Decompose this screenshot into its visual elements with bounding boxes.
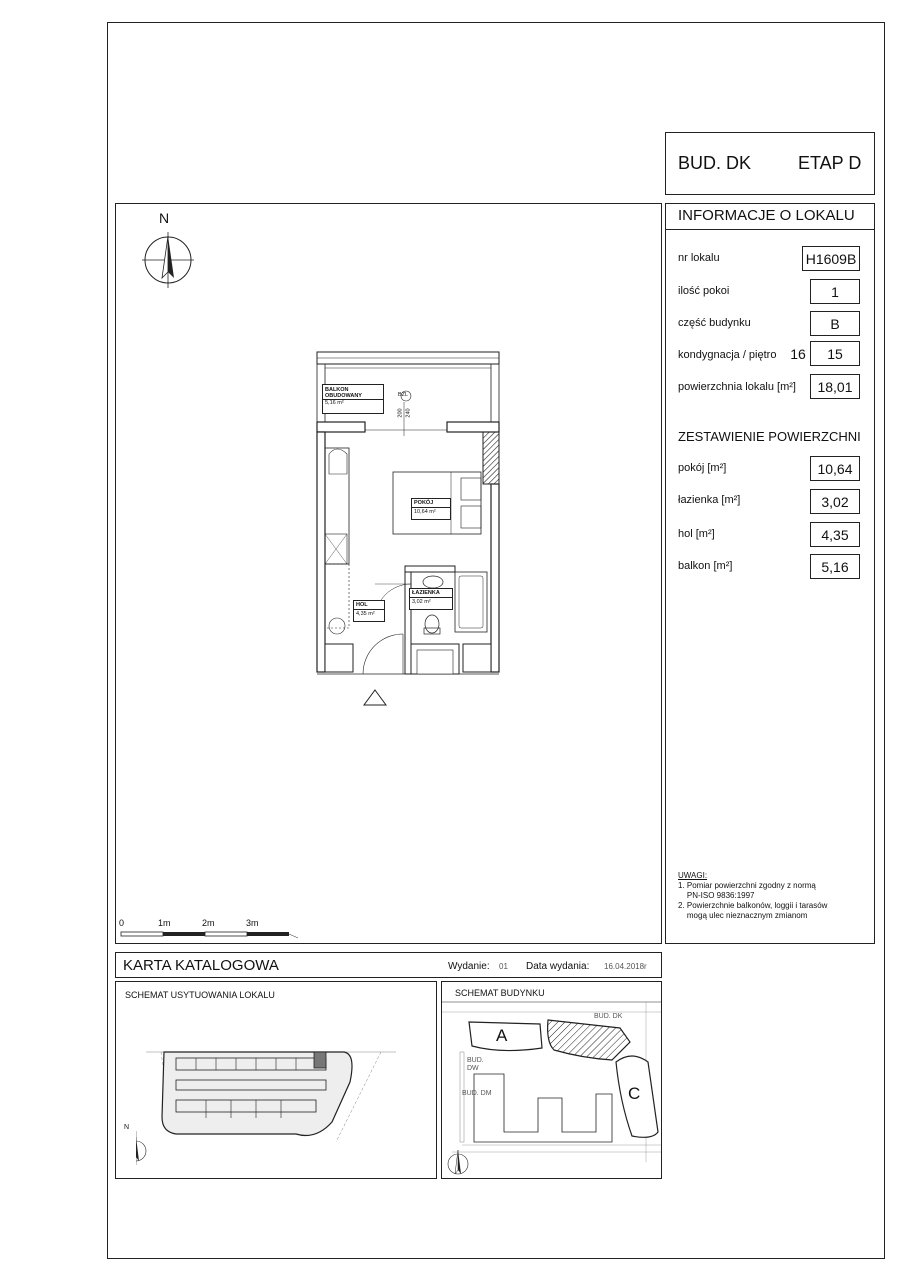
storey-value: 16 [786, 341, 810, 366]
hall-area: 4,35 m² [354, 609, 384, 619]
building-schema-title: SCHEMAT BUDYNKU [455, 988, 545, 998]
unit-area-value: 18,01 [810, 374, 860, 399]
room-area: 10,64 m² [412, 507, 450, 517]
site-label-dw-1: BUD. [467, 1057, 484, 1064]
site-label-a: A [496, 1026, 508, 1045]
areas-title: ZESTAWIENIE POWIERZCHNI [678, 429, 861, 444]
bath-area-value: 3,02 [810, 489, 860, 514]
dimension-200: 200 [397, 408, 404, 418]
plan-area [115, 203, 662, 944]
scale-label-0: 0 [119, 918, 125, 928]
balcony-symbol: BZL [398, 392, 409, 398]
edition-label: Wydanie: [448, 961, 490, 972]
site-label-dk: BUD. DK [594, 1013, 623, 1020]
unit-number-label: nr lokalu [678, 252, 720, 264]
building-part-value: B [810, 311, 860, 336]
balcony-name-1: BALKON [325, 387, 349, 393]
building-schema [441, 981, 662, 1179]
notes [678, 871, 827, 921]
scale-label-2m: 2m [202, 918, 215, 928]
site-drawing [442, 982, 661, 1178]
bath-area-label: łazienka [m²] [678, 494, 741, 506]
notes-line-4: mogą ulec nieznacznym zmianom [678, 911, 808, 920]
notes-line-1: 1. Pomiar powierzchni zgodny z normą [678, 881, 816, 890]
location-drawing [136, 1022, 416, 1172]
scale-label-1m: 1m [158, 918, 171, 928]
dimension-240: 240 [405, 408, 412, 418]
floor-label: kondygnacja / piętro [678, 349, 777, 361]
floor-value: 15 [810, 341, 860, 366]
header-box [665, 132, 875, 195]
room-name: POKÓJ [414, 500, 434, 506]
unit-number-value: H1609B [802, 246, 860, 271]
site-label-dw-2: DW [467, 1065, 479, 1072]
balcony-label-box [322, 384, 384, 414]
building-label: BUD. DK [678, 153, 752, 173]
scale-bar [120, 930, 300, 940]
notes-line-3: 2. Powierzchnie balkonów, loggii i tarasów [678, 901, 828, 910]
info-title-rule [666, 229, 874, 230]
date-value: 16.04.2018r [604, 962, 647, 971]
location-north-label: N [124, 1124, 130, 1131]
room-count-value: 1 [810, 279, 860, 304]
site-label-c: C [628, 1084, 641, 1103]
balcony-area: 5,16 m² [323, 399, 383, 407]
entrance-arrow-icon [362, 688, 388, 708]
unit-area-label: powierzchnia lokalu [m²] [678, 381, 796, 393]
room-area-value: 10,64 [810, 456, 860, 481]
notes-line-2: PN-ISO 9836:1997 [678, 891, 755, 900]
scale-label-3m: 3m [246, 918, 259, 928]
balcony-name-2: OBUDOWANY [325, 393, 362, 399]
north-label: N [159, 210, 170, 226]
hall-label-box [353, 600, 385, 622]
catalog-title: KARTA KATALOGOWA [123, 957, 279, 974]
date-label: Data wydania: [526, 961, 590, 972]
hall-name: HOL [356, 602, 368, 608]
balcony-area-label: balkon [m²] [678, 560, 733, 572]
footer-title-bar [115, 952, 662, 978]
hall-area-label: hol [m²] [678, 528, 715, 540]
bath-area: 3,02 m² [410, 597, 452, 607]
info-panel [665, 203, 875, 944]
bath-label-box [409, 588, 453, 610]
room-area-label: pokój [m²] [678, 462, 727, 474]
balcony-area-value: 5,16 [810, 554, 860, 579]
stage-label: ETAP D [798, 153, 862, 173]
site-label-dm: BUD. DM [462, 1090, 492, 1097]
location-schema [115, 981, 437, 1179]
room-label-box [411, 498, 451, 520]
info-title: INFORMACJE O LOKALU [678, 207, 855, 224]
room-count-label: ilość pokoi [678, 285, 730, 297]
building-part-label: część budynku [678, 317, 751, 329]
hall-area-value: 4,35 [810, 522, 860, 547]
bath-name: ŁAZIENKA [412, 590, 440, 596]
location-schema-title: SCHEMAT USYTUOWANIA LOKALU [125, 990, 275, 1000]
notes-title: UWAGI: [678, 871, 708, 880]
edition-value: 01 [499, 962, 508, 971]
